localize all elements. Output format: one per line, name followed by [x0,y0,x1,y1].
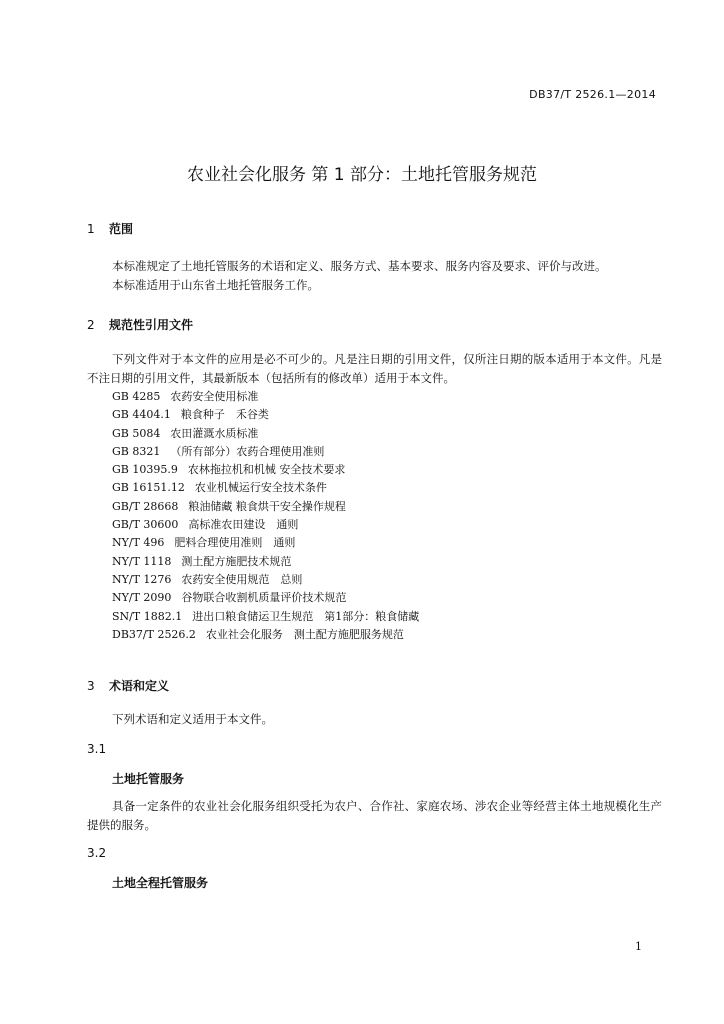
list-item [112,461,419,479]
ref-code: DB37/T 2526.2 [112,627,196,641]
section-title: 范围 [109,222,134,236]
scope-text-2: 本标准适用于山东省土地托管服务工作。 [112,278,319,292]
section-title: 规范性引用文件 [109,318,194,332]
list-item [112,479,419,497]
ref-name: 农药安全使用规范 总则 [181,572,303,586]
term-name: 土地全程托管服务 [112,876,209,890]
section-2-heading [87,316,193,333]
list-item [112,388,419,406]
reference-list [112,388,419,644]
terms-intro: 下列术语和定义适用于本文件。 [112,712,273,726]
list-item [112,425,419,443]
ref-name: 粮食种子 禾谷类 [180,408,269,422]
term-number: 3.1 [87,742,107,756]
ref-name: 测土配方施肥技术规范 [181,554,292,568]
ref-name: （所有部分）农药合理使用准则 [170,444,325,458]
ref-code: GB 16151.12 [112,481,185,495]
list-item [112,608,419,626]
list-item [112,626,419,644]
list-item [112,534,419,552]
ref-name: 肥料合理使用准则 通则 [174,536,296,550]
ref-code: NY/T 496 [112,536,165,550]
list-item [112,516,419,534]
list-item [112,406,419,424]
list-item [112,498,419,516]
ref-code: GB 10395.9 [112,463,178,477]
ref-name: 进出口粮食储运卫生规范 第1部分：粮食储藏 [192,609,420,623]
section-title: 术语和定义 [109,679,170,693]
ref-name: 农业机械运行安全技术条件 [194,481,327,495]
ref-name: 农药安全使用标准 [170,390,259,403]
ref-code: NY/T 2090 [112,591,172,605]
section-number: 1 [87,222,95,236]
section-3-heading [87,677,169,694]
ref-name: 高标准农田建设 通则 [188,518,299,532]
term-name: 土地托管服务 [112,772,185,786]
list-item [112,443,419,461]
list-item [112,589,419,607]
ref-code: NY/T 1276 [112,572,172,586]
ref-name: 农业社会化服务 测土配方施肥服务规范 [205,627,404,641]
page-number: 1 [635,940,642,953]
ref-name: 粮油储藏 粮食烘干安全操作规程 [188,499,346,513]
scope-text-1: 本标准规定了土地托管服务的术语和定义、服务方式、基本要求、服务内容及要求、评价与改进。 [112,259,607,273]
ref-name: 谷物联合收割机质量评价技术规范 [181,591,347,605]
ref-code: GB 5084 [112,426,161,440]
ref-name: 农林拖拉机和机械 安全技术要求 [187,463,346,477]
ref-code: GB/T 28668 [112,499,179,513]
term-definition: 具备一定条件的农业社会化服务组织受托为农户、合作社、家庭农场、涉农企业等经营主体土地规模化生产提供的服务。 [87,799,662,832]
references-intro: 下列文件对于本文件的应用是必不可少的。凡是注日期的引用文件，仅所注日期的版本适用于本文件。凡是不注日期的引用文件，其最新版本（包括所有的修改单）适用于本文件。 [87,352,662,385]
ref-name: 农田灌溉水质标准 [170,426,259,440]
term-number: 3.2 [87,846,107,860]
page-title: 农业社会化服务 第 1 部分：土地托管服务规范 [186,165,538,185]
section-number: 3 [87,679,95,693]
ref-code: NY/T 1118 [112,554,172,568]
list-item [112,553,419,571]
ref-code: GB 4404.1 [112,408,171,422]
ref-code: GB/T 30600 [112,518,179,532]
section-number: 2 [87,318,95,332]
standard-code: DB37/T 2526.1—2014 [529,88,656,101]
ref-code: GB 8321 [112,444,161,458]
list-item [112,571,419,589]
ref-code: GB 4285 [112,390,161,403]
ref-code: SN/T 1882.1 [112,609,183,623]
section-1-heading [87,220,133,237]
